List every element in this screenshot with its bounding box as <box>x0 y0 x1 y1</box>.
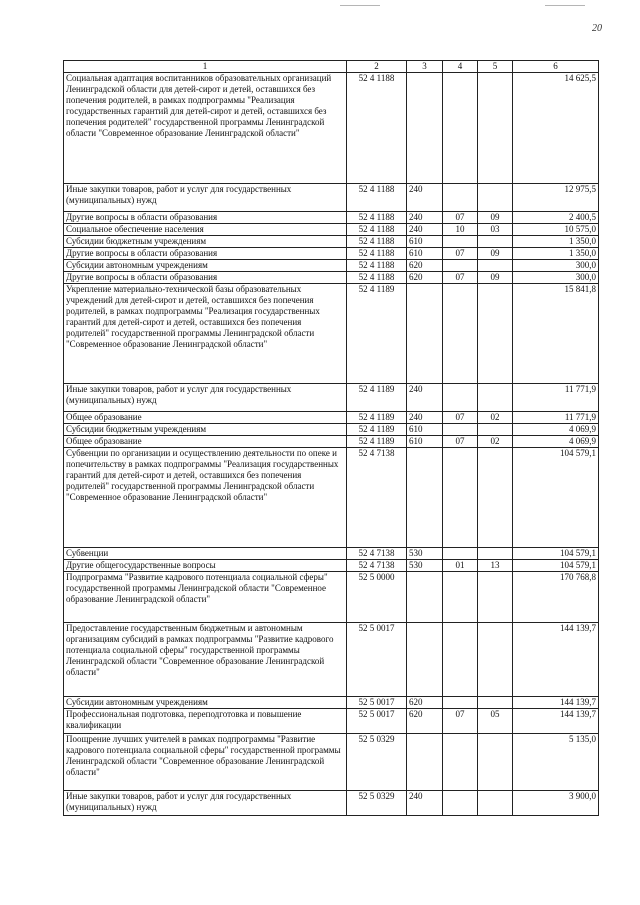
cell-section <box>443 73 478 184</box>
cell-target-article: 52 4 1189 <box>347 412 407 424</box>
table-row <box>64 236 599 248</box>
table-row <box>64 384 599 412</box>
cell-amount: 144 139,7 <box>513 623 599 697</box>
cell-subsection <box>478 384 513 412</box>
cell-expense-type: 530 <box>407 560 443 572</box>
column-header-5: 5 <box>478 61 513 73</box>
cell-amount: 14 625,5 <box>513 73 599 184</box>
cell-subsection: 09 <box>478 212 513 224</box>
cell-section: 07 <box>443 709 478 734</box>
column-header-3: 3 <box>407 61 443 73</box>
cell-target-article: 52 4 1188 <box>347 184 407 212</box>
cell-section: 07 <box>443 412 478 424</box>
cell-name: Социальная адаптация воспитанников образовательных организаций Ленинградской области для детей-сирот и детей, оставшихся без попечения родителей, в рамках подпрограммы "Реализация государственных гарантий для детей-сирот и детей, оставшихся без попечения родителей" государственной программы Ленинградской области "Современное образование Ленинградской области" <box>64 73 347 184</box>
cell-section <box>443 791 478 816</box>
cell-target-article: 52 4 1188 <box>347 236 407 248</box>
cell-target-article: 52 5 0000 <box>347 572 407 623</box>
budget-table <box>63 60 599 816</box>
column-header-6: 6 <box>513 61 599 73</box>
cell-target-article: 52 4 1188 <box>347 248 407 260</box>
table-row <box>64 73 599 184</box>
cell-expense-type: 620 <box>407 709 443 734</box>
cell-subsection: 13 <box>478 560 513 572</box>
cell-section <box>443 548 478 560</box>
table-row <box>64 709 599 734</box>
cell-amount: 170 768,8 <box>513 572 599 623</box>
cell-amount: 104 579,1 <box>513 448 599 548</box>
cell-name: Общее образование <box>64 412 347 424</box>
page-number: 20 <box>592 23 602 34</box>
cell-expense-type <box>407 73 443 184</box>
cell-subsection <box>478 184 513 212</box>
cell-section <box>443 424 478 436</box>
cell-expense-type: 240 <box>407 184 443 212</box>
cell-amount: 10 575,0 <box>513 224 599 236</box>
cell-expense-type <box>407 623 443 697</box>
cell-expense-type <box>407 284 443 384</box>
cell-expense-type <box>407 734 443 791</box>
cell-name: Подпрограмма "Развитие кадрового потенциала социальной сферы" государственной программы Ленинградской области "Современное образование Ленинградской области" <box>64 572 347 623</box>
table-row <box>64 448 599 548</box>
cell-target-article: 52 5 0017 <box>347 709 407 734</box>
table-row <box>64 412 599 424</box>
cell-subsection: 05 <box>478 709 513 734</box>
table-row <box>64 560 599 572</box>
column-header-4: 4 <box>443 61 478 73</box>
cell-section <box>443 284 478 384</box>
cell-target-article: 52 5 0329 <box>347 791 407 816</box>
cell-subsection <box>478 623 513 697</box>
cell-amount: 300,0 <box>513 260 599 272</box>
cell-section <box>443 448 478 548</box>
table-row <box>64 436 599 448</box>
table-row <box>64 572 599 623</box>
cell-expense-type: 240 <box>407 212 443 224</box>
column-number-row <box>64 61 599 73</box>
cell-expense-type: 610 <box>407 424 443 436</box>
cell-section <box>443 236 478 248</box>
cell-amount: 144 139,7 <box>513 709 599 734</box>
cell-target-article: 52 4 7138 <box>347 548 407 560</box>
cell-subsection: 09 <box>478 248 513 260</box>
cell-target-article: 52 5 0017 <box>347 623 407 697</box>
cell-target-article: 52 4 7138 <box>347 448 407 548</box>
table-row <box>64 224 599 236</box>
cell-name: Субвенции по организации и осуществлению деятельности по опеке и попечительству в рамках подпрограммы "Реализация государственных гарантий для детей-сирот и детей, оставшихся без попечения родителей" государственной программы Ленинградской области "Современное образование Ленинградской области" <box>64 448 347 548</box>
cell-name: Предоставление государственным бюджетным и автономным организациям субсидий в рамках подпрограммы "Развитие кадрового потенциала социальной сферы" государственной программы Ленинградской области "Современное образование Ленинградской области" <box>64 623 347 697</box>
cell-subsection <box>478 284 513 384</box>
cell-expense-type: 240 <box>407 791 443 816</box>
cell-section <box>443 734 478 791</box>
cell-subsection <box>478 572 513 623</box>
cell-subsection <box>478 548 513 560</box>
table-row <box>64 260 599 272</box>
cell-name: Субсидии бюджетным учреждениям <box>64 424 347 436</box>
cell-expense-type: 620 <box>407 697 443 709</box>
cell-expense-type: 610 <box>407 236 443 248</box>
cell-name: Субвенции <box>64 548 347 560</box>
cell-expense-type: 620 <box>407 272 443 284</box>
cell-target-article: 52 4 1189 <box>347 384 407 412</box>
cell-section <box>443 623 478 697</box>
cell-amount: 4 069,9 <box>513 424 599 436</box>
table-row <box>64 284 599 384</box>
cell-amount: 15 841,8 <box>513 284 599 384</box>
cell-section <box>443 572 478 623</box>
cell-target-article: 52 5 0017 <box>347 697 407 709</box>
cell-amount: 12 975,5 <box>513 184 599 212</box>
cell-amount: 11 771,9 <box>513 412 599 424</box>
cell-section <box>443 384 478 412</box>
cell-subsection: 09 <box>478 272 513 284</box>
cell-target-article: 52 4 7138 <box>347 560 407 572</box>
cell-section: 07 <box>443 272 478 284</box>
cell-section <box>443 184 478 212</box>
cell-section <box>443 697 478 709</box>
cell-section: 07 <box>443 248 478 260</box>
cell-name: Иные закупки товаров, работ и услуг для государственных (муниципальных) нужд <box>64 184 347 212</box>
table-row <box>64 212 599 224</box>
cell-amount: 300,0 <box>513 272 599 284</box>
cell-amount: 11 771,9 <box>513 384 599 412</box>
cell-amount: 144 139,7 <box>513 697 599 709</box>
cell-target-article: 52 4 1189 <box>347 436 407 448</box>
cell-target-article: 52 4 1188 <box>347 212 407 224</box>
cell-amount: 1 350,0 <box>513 236 599 248</box>
scan-artifact-top-right <box>545 5 585 6</box>
cell-target-article: 52 4 1189 <box>347 424 407 436</box>
cell-name: Укрепление материально-технической базы образовательных учреждений для детей-сирот и детей, оставшихся без попечения родителей, в рамках подпрограммы "Реализация государственных гарантий для детей-сирот и детей, оставшихся без попечения родителей" государственной программы Ленинградской области "Современное образование Ленинградской области" <box>64 284 347 384</box>
cell-expense-type: 240 <box>407 384 443 412</box>
cell-section <box>443 260 478 272</box>
scan-artifact-top <box>340 5 380 6</box>
cell-subsection <box>478 791 513 816</box>
cell-amount: 5 135,0 <box>513 734 599 791</box>
cell-name: Социальное обеспечение населения <box>64 224 347 236</box>
cell-name: Другие вопросы в области образования <box>64 272 347 284</box>
cell-section: 01 <box>443 560 478 572</box>
cell-subsection <box>478 734 513 791</box>
cell-expense-type <box>407 448 443 548</box>
cell-subsection <box>478 236 513 248</box>
cell-expense-type <box>407 572 443 623</box>
cell-target-article: 52 4 1188 <box>347 224 407 236</box>
cell-amount: 104 579,1 <box>513 560 599 572</box>
cell-name: Поощрение лучших учителей в рамках подпрограммы "Развитие кадрового потенциала социальной сферы" государственной программы Ленинградской области "Современное образование Ленинградской области" <box>64 734 347 791</box>
cell-target-article: 52 4 1188 <box>347 73 407 184</box>
cell-name: Профессиональная подготовка, переподготовка и повышение квалификации <box>64 709 347 734</box>
cell-subsection <box>478 448 513 548</box>
cell-section: 07 <box>443 436 478 448</box>
cell-expense-type: 530 <box>407 548 443 560</box>
cell-name: Другие вопросы в области образования <box>64 248 347 260</box>
table-row <box>64 272 599 284</box>
cell-section: 10 <box>443 224 478 236</box>
cell-expense-type: 610 <box>407 248 443 260</box>
cell-subsection <box>478 260 513 272</box>
cell-name: Иные закупки товаров, работ и услуг для государственных (муниципальных) нужд <box>64 384 347 412</box>
cell-subsection: 02 <box>478 412 513 424</box>
cell-amount: 4 069,9 <box>513 436 599 448</box>
cell-name: Другие общегосударственные вопросы <box>64 560 347 572</box>
cell-expense-type: 240 <box>407 412 443 424</box>
cell-target-article: 52 4 1188 <box>347 260 407 272</box>
column-header-2: 2 <box>347 61 407 73</box>
cell-subsection <box>478 73 513 184</box>
cell-name: Субсидии бюджетным учреждениям <box>64 236 347 248</box>
table-row <box>64 548 599 560</box>
cell-amount: 2 400,5 <box>513 212 599 224</box>
cell-expense-type: 620 <box>407 260 443 272</box>
cell-target-article: 52 4 1188 <box>347 272 407 284</box>
table-row <box>64 791 599 816</box>
table-row <box>64 697 599 709</box>
budget-table-body <box>64 61 599 816</box>
cell-target-article: 52 5 0329 <box>347 734 407 791</box>
cell-expense-type: 240 <box>407 224 443 236</box>
cell-name: Субсидии автономным учреждениям <box>64 697 347 709</box>
table-row <box>64 424 599 436</box>
cell-name: Общее образование <box>64 436 347 448</box>
cell-expense-type: 610 <box>407 436 443 448</box>
cell-target-article: 52 4 1189 <box>347 284 407 384</box>
cell-name: Субсидии автономным учреждениям <box>64 260 347 272</box>
column-header-1: 1 <box>64 61 347 73</box>
table-row <box>64 248 599 260</box>
cell-name: Иные закупки товаров, работ и услуг для государственных (муниципальных) нужд <box>64 791 347 816</box>
cell-subsection: 02 <box>478 436 513 448</box>
cell-subsection <box>478 697 513 709</box>
cell-section: 07 <box>443 212 478 224</box>
cell-name: Другие вопросы в области образования <box>64 212 347 224</box>
table-row <box>64 184 599 212</box>
cell-subsection: 03 <box>478 224 513 236</box>
cell-amount: 1 350,0 <box>513 248 599 260</box>
cell-amount: 3 900,0 <box>513 791 599 816</box>
table-row <box>64 623 599 697</box>
table-row <box>64 734 599 791</box>
cell-subsection <box>478 424 513 436</box>
cell-amount: 104 579,1 <box>513 548 599 560</box>
